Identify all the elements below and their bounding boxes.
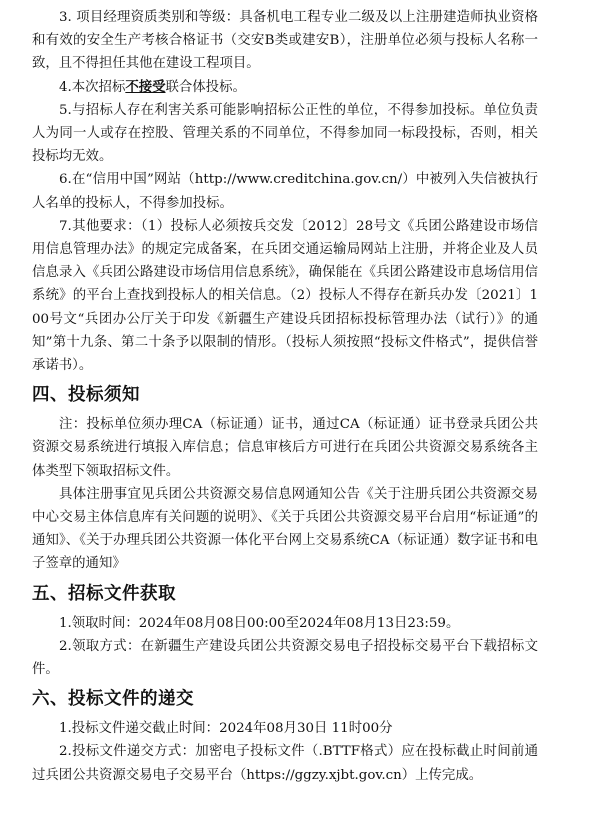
section-heading-bid-instructions: 四、投标须知 bbox=[32, 385, 140, 406]
paragraph-collection-method: 2.领取方式：在新疆生产建设兵团公共资源交易电子招投标交易平台下载招标文件。 bbox=[32, 638, 538, 678]
joint-bid-text-after: 联合体投标。 bbox=[165, 79, 246, 95]
paragraph-collection-time: 1.领取时间：2024年08月08日00:00至2024年08月13日23:59。 bbox=[59, 615, 460, 631]
section-heading-tender-documents: 五、招标文件获取 bbox=[32, 583, 176, 604]
section-heading-bid-submission: 六、投标文件的递交 bbox=[32, 689, 194, 710]
paragraph-other-requirements: 7.其他要求：（1）投标人必须按兵交发〔2012〕28号文《兵团公路建设市场信用信息管理办法》的规定完成备案，在兵团交通运输局网站上注册，并将企业及人员信息录入《兵团公路建设市场信用信息系统》，确保能在《兵团公路建设市息场信用信系统》的平台上查找到投标人的相关信息。（2）投标人不得存在新兵办发〔2021〕100号文“兵团办公厅关于印发《新疆生产建设兵团招标投标管理办法（试行）》的通知”第十九条、第二十条予以限制的情形。（投标人须按照“投标文件格式”，提供信誉承诺书）。 bbox=[32, 218, 538, 374]
joint-bid-text-before: 4.本次招标 bbox=[59, 79, 126, 95]
paragraph-joint-bid bbox=[32, 76, 538, 99]
paragraph-ca-certificate: 注：投标单位须办理CA（标证通）证书，通过CA（标证通）证书登录兵团公共资源交易系统进行填报入库信息；信息审核后方可进行在兵团公共资源交易系统各主体类型下领取招标文件。 bbox=[32, 417, 538, 479]
paragraph-project-manager-qualification: 3. 项目经理资质类别和等级：具备机电工程专业二级及以上注册建造师执业资格和有效的安全生产考核合格证书（交安B类或建安B），注册单位必须与投标人名称一致，且不得担任其他在建设工程项目。 bbox=[32, 10, 538, 72]
paragraph-submission-method: 2.投标文件递交方式：加密电子投标文件（.BTTF格式）应在投标截止时间前通过兵团公共资源交易电子交易平台（https://ggzy.xjbt.gov.cn）上传完成。 bbox=[32, 744, 538, 783]
paragraph-credit-china: 6.在“信用中国”网站（http://www.creditchina.gov.cn/）中被列入失信被执行人名单的投标人，不得参加投标。 bbox=[32, 172, 538, 211]
joint-bid-emphasis: 不接受 bbox=[125, 78, 166, 95]
paragraph-registration-details: 具体注册事宜见兵团公共资源交易信息网通知公告《关于注册兵团公共资源交易中心交易主体信息库有关问题的说明》、《关于兵团公共资源交易平台启用“标证通”的通知》、《关于办理兵团公共资源一体化平台网上交易系统CA（标证通）数字证书和电子签章的通知》 bbox=[32, 486, 538, 572]
paragraph-conflict-of-interest: 5.与招标人存在利害关系可能影响招标公正性的单位，不得参加投标。单位负责人为同一人或存在控股、管理关系的不同单位，不得参加同一标段投标，否则，相关投标均无效。 bbox=[32, 102, 538, 165]
paragraph-submission-deadline: 1.投标文件递交截止时间：2024年08月30日 11时00分 bbox=[59, 721, 393, 737]
